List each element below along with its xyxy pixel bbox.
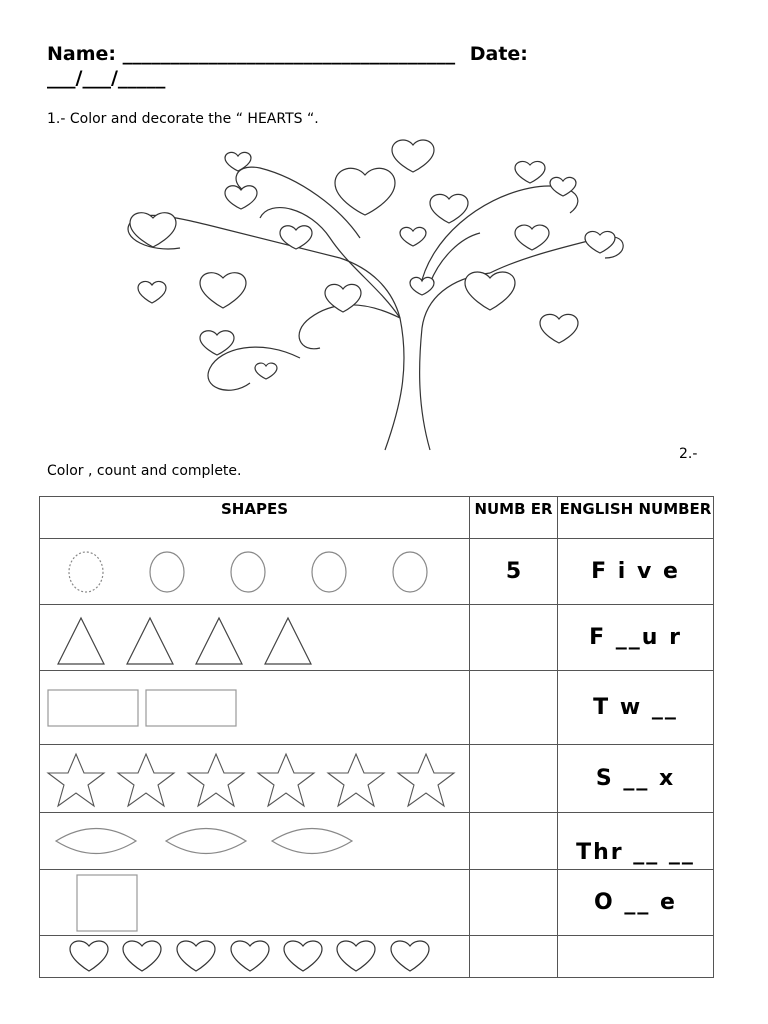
number-cell[interactable] <box>470 605 558 671</box>
shape-cell[interactable] <box>40 605 470 671</box>
heart-tree-heart <box>515 225 549 250</box>
oval-shape <box>166 828 246 853</box>
heart-tree-heart <box>335 168 395 215</box>
heart-tree-heart <box>540 314 578 343</box>
english-number-cell[interactable]: T w __ <box>558 671 714 745</box>
shape-cell[interactable] <box>40 671 470 745</box>
triangles-group[interactable] <box>40 606 468 670</box>
heart-shape <box>391 940 429 970</box>
shape-cell[interactable] <box>40 745 470 813</box>
circle-shape <box>231 552 265 592</box>
circle-shape <box>393 552 427 592</box>
english-number-cell[interactable]: S __ x <box>558 745 714 813</box>
star-shape <box>118 754 174 806</box>
english-number-cell[interactable]: F __u r <box>558 605 714 671</box>
question-2-text: Color , count and complete. <box>47 463 242 479</box>
triangle-shape <box>265 618 311 664</box>
name-label[interactable]: Name: ___________________________________ <box>47 43 456 65</box>
shape-cell[interactable] <box>40 813 470 870</box>
circles-group[interactable] <box>40 540 468 604</box>
date-label: Date: <box>469 43 528 65</box>
heart-tree-heart <box>400 227 426 246</box>
circle-shape <box>312 552 346 592</box>
circle-shape <box>69 552 103 592</box>
star-shape <box>258 754 314 806</box>
date-blanks[interactable]: ___/___/_____ <box>47 67 166 89</box>
shape-cell[interactable] <box>40 936 470 978</box>
triangle-shape <box>127 618 173 664</box>
number-cell[interactable] <box>470 870 558 936</box>
header-english-number: ENGLISH NUMBER <box>558 497 714 539</box>
rectangles-group[interactable] <box>40 672 468 744</box>
oval-shape <box>56 828 136 853</box>
heart-tree-heart <box>255 363 277 379</box>
heart-tree-heart <box>225 152 251 171</box>
number-cell[interactable] <box>470 671 558 745</box>
star-shape <box>188 754 244 806</box>
shape-cell[interactable] <box>40 539 470 605</box>
number-cell[interactable]: 5 <box>470 539 558 605</box>
question-2-number: 2.- <box>679 446 698 462</box>
english-number-cell[interactable] <box>558 936 714 978</box>
heart-tree-heart <box>200 273 246 308</box>
name-date-line <box>47 42 528 66</box>
heart-tree-heart <box>200 331 234 355</box>
heart-tree-heart <box>585 231 615 253</box>
squares-group[interactable] <box>40 871 468 935</box>
english-number-cell[interactable]: O __ e <box>558 870 714 936</box>
ovals-group[interactable] <box>40 814 468 869</box>
star-shape <box>48 754 104 806</box>
heart-shape <box>337 940 375 970</box>
heart-tree-heart <box>410 277 434 295</box>
header-number: NUMB ER <box>470 497 558 539</box>
heart-tree-illustration[interactable] <box>100 138 640 456</box>
table-row <box>40 870 714 936</box>
heart-tree-heart <box>465 272 515 310</box>
square-shape <box>77 875 137 931</box>
heart-shape <box>177 940 215 970</box>
hearts-group[interactable] <box>40 937 468 977</box>
number-cell[interactable] <box>470 745 558 813</box>
heart-shape <box>231 940 269 970</box>
star-shape <box>398 754 454 806</box>
table-row <box>40 605 714 671</box>
oval-shape <box>272 828 352 853</box>
triangle-shape <box>58 618 104 664</box>
triangle-shape <box>196 618 242 664</box>
heart-tree-heart <box>225 186 257 209</box>
heart-tree-heart <box>280 226 312 249</box>
table-row <box>40 936 714 978</box>
rectangle-shape <box>48 690 138 726</box>
heart-tree-heart <box>138 281 166 303</box>
heart-tree-heart <box>392 140 434 172</box>
heart-tree-heart <box>430 194 468 223</box>
heart-shape <box>284 940 322 970</box>
table-row <box>40 539 714 605</box>
shape-cell[interactable] <box>40 870 470 936</box>
header-shapes: SHAPES <box>40 497 470 539</box>
table-header-row <box>40 497 714 539</box>
question-1-text: 1.- Color and decorate the “ HEARTS “. <box>47 111 319 127</box>
circle-shape <box>150 552 184 592</box>
heart-shape <box>123 940 161 970</box>
heart-shape <box>70 940 108 970</box>
star-shape <box>328 754 384 806</box>
number-cell[interactable] <box>470 936 558 978</box>
table-row <box>40 671 714 745</box>
table-row <box>40 745 714 813</box>
english-number-cell[interactable]: F i v e <box>558 539 714 605</box>
english-number-cell[interactable]: Thr __ __ <box>558 813 714 870</box>
table-row <box>40 813 714 870</box>
worksheet-table <box>39 496 714 978</box>
number-cell[interactable] <box>470 813 558 870</box>
heart-tree-heart <box>550 177 576 196</box>
rectangle-shape <box>146 690 236 726</box>
stars-group[interactable] <box>40 746 468 812</box>
heart-tree-heart <box>515 161 545 183</box>
